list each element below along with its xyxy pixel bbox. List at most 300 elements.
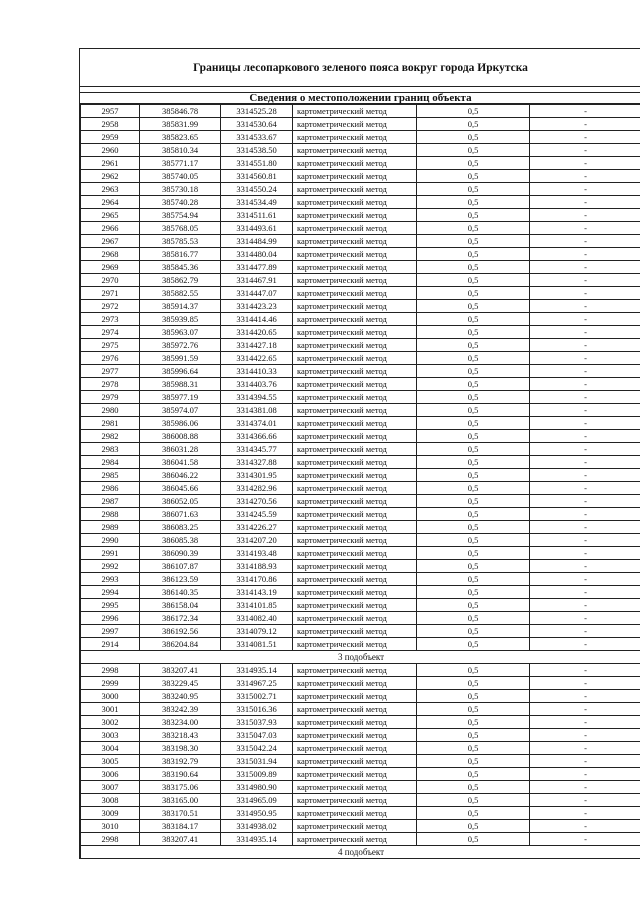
x-coordinate-cell: 386008.88 bbox=[140, 430, 221, 443]
point-number-cell: 3000 bbox=[81, 690, 140, 703]
method-cell: картометрический метод bbox=[293, 820, 417, 833]
error-cell: 0,5 bbox=[417, 625, 530, 638]
point-number-cell: 2992 bbox=[81, 560, 140, 573]
x-coordinate-cell: 385986.06 bbox=[140, 417, 221, 430]
extra-cell: - bbox=[530, 495, 640, 508]
x-coordinate-cell: 385914.37 bbox=[140, 300, 221, 313]
x-coordinate-cell: 385771.17 bbox=[140, 157, 221, 170]
x-coordinate-cell: 383207.41 bbox=[140, 833, 221, 846]
y-coordinate-cell: 3314082.40 bbox=[221, 612, 293, 625]
error-cell: 0,5 bbox=[417, 456, 530, 469]
x-coordinate-cell: 385845.36 bbox=[140, 261, 221, 274]
table-row bbox=[81, 131, 640, 144]
error-cell: 0,5 bbox=[417, 404, 530, 417]
extra-cell: - bbox=[530, 482, 640, 495]
point-number-cell: 2994 bbox=[81, 586, 140, 599]
table-row bbox=[81, 144, 640, 157]
method-cell: картометрический метод bbox=[293, 313, 417, 326]
method-cell: картометрический метод bbox=[293, 612, 417, 625]
point-number-cell: 3010 bbox=[81, 820, 140, 833]
table-row bbox=[81, 716, 640, 729]
x-coordinate-cell: 383234.00 bbox=[140, 716, 221, 729]
section-header: Сведения о местоположении границ объекта bbox=[80, 93, 640, 104]
method-cell: картометрический метод bbox=[293, 352, 417, 365]
error-cell: 0,5 bbox=[417, 391, 530, 404]
table-row bbox=[81, 807, 640, 820]
x-coordinate-cell: 383207.41 bbox=[140, 664, 221, 677]
extra-cell: - bbox=[530, 807, 640, 820]
x-coordinate-cell: 385974.07 bbox=[140, 404, 221, 417]
extra-cell: - bbox=[530, 560, 640, 573]
extra-cell: - bbox=[530, 300, 640, 313]
y-coordinate-cell: 3315002.71 bbox=[221, 690, 293, 703]
error-cell: 0,5 bbox=[417, 313, 530, 326]
error-cell: 0,5 bbox=[417, 768, 530, 781]
point-number-cell: 3004 bbox=[81, 742, 140, 755]
x-coordinate-cell: 386031.28 bbox=[140, 443, 221, 456]
subobject-row bbox=[81, 651, 640, 664]
y-coordinate-cell: 3314301.95 bbox=[221, 469, 293, 482]
point-number-cell: 3003 bbox=[81, 729, 140, 742]
error-cell: 0,5 bbox=[417, 261, 530, 274]
table-row bbox=[81, 274, 640, 287]
extra-cell: - bbox=[530, 248, 640, 261]
extra-cell: - bbox=[530, 547, 640, 560]
x-coordinate-cell: 383192.79 bbox=[140, 755, 221, 768]
y-coordinate-cell: 3315009.89 bbox=[221, 768, 293, 781]
table-row bbox=[81, 586, 640, 599]
method-cell: картометрический метод bbox=[293, 157, 417, 170]
point-number-cell: 2993 bbox=[81, 573, 140, 586]
error-cell: 0,5 bbox=[417, 729, 530, 742]
extra-cell: - bbox=[530, 105, 640, 118]
x-coordinate-cell: 385816.77 bbox=[140, 248, 221, 261]
error-cell: 0,5 bbox=[417, 677, 530, 690]
table-row bbox=[81, 677, 640, 690]
point-number-cell: 2977 bbox=[81, 365, 140, 378]
y-coordinate-cell: 3314282.96 bbox=[221, 482, 293, 495]
x-coordinate-cell: 385754.94 bbox=[140, 209, 221, 222]
extra-cell: - bbox=[530, 235, 640, 248]
error-cell: 0,5 bbox=[417, 417, 530, 430]
table-row bbox=[81, 417, 640, 430]
error-cell: 0,5 bbox=[417, 287, 530, 300]
error-cell: 0,5 bbox=[417, 495, 530, 508]
x-coordinate-cell: 386140.35 bbox=[140, 586, 221, 599]
method-cell: картометрический метод bbox=[293, 339, 417, 352]
x-coordinate-cell: 386107.87 bbox=[140, 560, 221, 573]
method-cell: картометрический метод bbox=[293, 287, 417, 300]
table-row bbox=[81, 326, 640, 339]
extra-cell: - bbox=[530, 183, 640, 196]
y-coordinate-cell: 3314938.02 bbox=[221, 820, 293, 833]
point-number-cell: 2979 bbox=[81, 391, 140, 404]
extra-cell: - bbox=[530, 404, 640, 417]
y-coordinate-cell: 3314427.18 bbox=[221, 339, 293, 352]
method-cell: картометрический метод bbox=[293, 430, 417, 443]
table-row bbox=[81, 690, 640, 703]
document-title: Границы лесопаркового зеленого пояса вокруг города Иркутска bbox=[80, 48, 640, 87]
x-coordinate-cell: 385939.85 bbox=[140, 313, 221, 326]
subobject-row bbox=[81, 846, 640, 859]
error-cell: 0,5 bbox=[417, 638, 530, 651]
method-cell: картометрический метод bbox=[293, 118, 417, 131]
point-number-cell: 2959 bbox=[81, 131, 140, 144]
extra-cell: - bbox=[530, 690, 640, 703]
y-coordinate-cell: 3314525.28 bbox=[221, 105, 293, 118]
method-cell: картометрический метод bbox=[293, 729, 417, 742]
table-row bbox=[81, 196, 640, 209]
point-number-cell: 3006 bbox=[81, 768, 140, 781]
extra-cell: - bbox=[530, 170, 640, 183]
error-cell: 0,5 bbox=[417, 547, 530, 560]
error-cell: 0,5 bbox=[417, 807, 530, 820]
x-coordinate-cell: 386041.58 bbox=[140, 456, 221, 469]
method-cell: картометрический метод bbox=[293, 573, 417, 586]
table-row bbox=[81, 560, 640, 573]
extra-cell: - bbox=[530, 573, 640, 586]
table-row bbox=[81, 170, 640, 183]
method-cell: картометрический метод bbox=[293, 625, 417, 638]
table-row bbox=[81, 248, 640, 261]
y-coordinate-cell: 3314327.88 bbox=[221, 456, 293, 469]
extra-cell: - bbox=[530, 365, 640, 378]
method-cell: картометрический метод bbox=[293, 222, 417, 235]
x-coordinate-cell: 385988.31 bbox=[140, 378, 221, 391]
y-coordinate-cell: 3314560.81 bbox=[221, 170, 293, 183]
table-row bbox=[81, 625, 640, 638]
method-cell: картометрический метод bbox=[293, 781, 417, 794]
x-coordinate-cell: 383165.00 bbox=[140, 794, 221, 807]
y-coordinate-cell: 3314484.99 bbox=[221, 235, 293, 248]
y-coordinate-cell: 3314403.76 bbox=[221, 378, 293, 391]
error-cell: 0,5 bbox=[417, 664, 530, 677]
x-coordinate-cell: 385785.53 bbox=[140, 235, 221, 248]
point-number-cell: 2980 bbox=[81, 404, 140, 417]
extra-cell: - bbox=[530, 209, 640, 222]
extra-cell: - bbox=[530, 144, 640, 157]
method-cell: картометрический метод bbox=[293, 248, 417, 261]
extra-cell: - bbox=[530, 352, 640, 365]
error-cell: 0,5 bbox=[417, 274, 530, 287]
y-coordinate-cell: 3315042.24 bbox=[221, 742, 293, 755]
point-number-cell: 2957 bbox=[81, 105, 140, 118]
y-coordinate-cell: 3314366.66 bbox=[221, 430, 293, 443]
extra-cell: - bbox=[530, 755, 640, 768]
x-coordinate-cell: 386083.25 bbox=[140, 521, 221, 534]
point-number-cell: 2960 bbox=[81, 144, 140, 157]
y-coordinate-cell: 3314477.89 bbox=[221, 261, 293, 274]
error-cell: 0,5 bbox=[417, 339, 530, 352]
error-cell: 0,5 bbox=[417, 196, 530, 209]
method-cell: картометрический метод bbox=[293, 807, 417, 820]
error-cell: 0,5 bbox=[417, 833, 530, 846]
y-coordinate-cell: 3314950.95 bbox=[221, 807, 293, 820]
point-number-cell: 2983 bbox=[81, 443, 140, 456]
error-cell: 0,5 bbox=[417, 157, 530, 170]
error-cell: 0,5 bbox=[417, 378, 530, 391]
error-cell: 0,5 bbox=[417, 365, 530, 378]
extra-cell: - bbox=[530, 768, 640, 781]
table-row bbox=[81, 534, 640, 547]
extra-cell: - bbox=[530, 222, 640, 235]
x-coordinate-cell: 383184.17 bbox=[140, 820, 221, 833]
x-coordinate-cell: 385882.55 bbox=[140, 287, 221, 300]
table-row bbox=[81, 300, 640, 313]
y-coordinate-cell: 3314374.01 bbox=[221, 417, 293, 430]
extra-cell: - bbox=[530, 391, 640, 404]
extra-cell: - bbox=[530, 274, 640, 287]
table-row bbox=[81, 794, 640, 807]
point-number-cell: 2995 bbox=[81, 599, 140, 612]
method-cell: картометрический метод bbox=[293, 196, 417, 209]
x-coordinate-cell: 386192.56 bbox=[140, 625, 221, 638]
extra-cell: - bbox=[530, 430, 640, 443]
method-cell: картометрический метод bbox=[293, 768, 417, 781]
method-cell: картометрический метод bbox=[293, 482, 417, 495]
method-cell: картометрический метод bbox=[293, 404, 417, 417]
method-cell: картометрический метод bbox=[293, 378, 417, 391]
method-cell: картометрический метод bbox=[293, 586, 417, 599]
y-coordinate-cell: 3314447.07 bbox=[221, 287, 293, 300]
x-coordinate-cell: 385740.05 bbox=[140, 170, 221, 183]
y-coordinate-cell: 3314980.90 bbox=[221, 781, 293, 794]
y-coordinate-cell: 3314245.59 bbox=[221, 508, 293, 521]
point-number-cell: 2965 bbox=[81, 209, 140, 222]
y-coordinate-cell: 3314188.93 bbox=[221, 560, 293, 573]
x-coordinate-cell: 385823.65 bbox=[140, 131, 221, 144]
y-coordinate-cell: 3315037.93 bbox=[221, 716, 293, 729]
method-cell: картометрический метод bbox=[293, 235, 417, 248]
y-coordinate-cell: 3314143.19 bbox=[221, 586, 293, 599]
extra-cell: - bbox=[530, 508, 640, 521]
table-row bbox=[81, 612, 640, 625]
error-cell: 0,5 bbox=[417, 352, 530, 365]
error-cell: 0,5 bbox=[417, 222, 530, 235]
x-coordinate-cell: 383198.30 bbox=[140, 742, 221, 755]
extra-cell: - bbox=[530, 196, 640, 209]
error-cell: 0,5 bbox=[417, 586, 530, 599]
y-coordinate-cell: 3314538.50 bbox=[221, 144, 293, 157]
x-coordinate-cell: 383229.45 bbox=[140, 677, 221, 690]
error-cell: 0,5 bbox=[417, 170, 530, 183]
extra-cell: - bbox=[530, 339, 640, 352]
table-row bbox=[81, 261, 640, 274]
y-coordinate-cell: 3314423.23 bbox=[221, 300, 293, 313]
table-row bbox=[81, 638, 640, 651]
error-cell: 0,5 bbox=[417, 144, 530, 157]
error-cell: 0,5 bbox=[417, 209, 530, 222]
error-cell: 0,5 bbox=[417, 131, 530, 144]
table-row bbox=[81, 573, 640, 586]
x-coordinate-cell: 383170.51 bbox=[140, 807, 221, 820]
point-number-cell: 2971 bbox=[81, 287, 140, 300]
error-cell: 0,5 bbox=[417, 443, 530, 456]
y-coordinate-cell: 3314270.56 bbox=[221, 495, 293, 508]
extra-cell: - bbox=[530, 521, 640, 534]
method-cell: картометрический метод bbox=[293, 326, 417, 339]
error-cell: 0,5 bbox=[417, 560, 530, 573]
table-row bbox=[81, 703, 640, 716]
point-number-cell: 2970 bbox=[81, 274, 140, 287]
y-coordinate-cell: 3314101.85 bbox=[221, 599, 293, 612]
subobject-label: 3 подобъект bbox=[81, 651, 640, 664]
point-number-cell: 2978 bbox=[81, 378, 140, 391]
table-row bbox=[81, 521, 640, 534]
error-cell: 0,5 bbox=[417, 755, 530, 768]
point-number-cell: 2969 bbox=[81, 261, 140, 274]
x-coordinate-cell: 385977.19 bbox=[140, 391, 221, 404]
x-coordinate-cell: 385831.99 bbox=[140, 118, 221, 131]
x-coordinate-cell: 386158.04 bbox=[140, 599, 221, 612]
point-number-cell: 2966 bbox=[81, 222, 140, 235]
point-number-cell: 2987 bbox=[81, 495, 140, 508]
y-coordinate-cell: 3314345.77 bbox=[221, 443, 293, 456]
extra-cell: - bbox=[530, 326, 640, 339]
method-cell: картометрический метод bbox=[293, 508, 417, 521]
error-cell: 0,5 bbox=[417, 430, 530, 443]
x-coordinate-cell: 386172.34 bbox=[140, 612, 221, 625]
point-number-cell: 2974 bbox=[81, 326, 140, 339]
table-row bbox=[81, 664, 640, 677]
table-row bbox=[81, 443, 640, 456]
y-coordinate-cell: 3314480.04 bbox=[221, 248, 293, 261]
method-cell: картометрический метод bbox=[293, 456, 417, 469]
y-coordinate-cell: 3315016.36 bbox=[221, 703, 293, 716]
extra-cell: - bbox=[530, 456, 640, 469]
extra-cell: - bbox=[530, 638, 640, 651]
error-cell: 0,5 bbox=[417, 742, 530, 755]
x-coordinate-cell: 385740.28 bbox=[140, 196, 221, 209]
error-cell: 0,5 bbox=[417, 183, 530, 196]
method-cell: картометрический метод bbox=[293, 261, 417, 274]
x-coordinate-cell: 383190.64 bbox=[140, 768, 221, 781]
error-cell: 0,5 bbox=[417, 573, 530, 586]
table-row bbox=[81, 820, 640, 833]
error-cell: 0,5 bbox=[417, 612, 530, 625]
method-cell: картометрический метод bbox=[293, 703, 417, 716]
x-coordinate-cell: 386090.39 bbox=[140, 547, 221, 560]
method-cell: картометрический метод bbox=[293, 144, 417, 157]
y-coordinate-cell: 3314534.49 bbox=[221, 196, 293, 209]
point-number-cell: 2973 bbox=[81, 313, 140, 326]
table-row bbox=[81, 729, 640, 742]
x-coordinate-cell: 385768.05 bbox=[140, 222, 221, 235]
point-number-cell: 3009 bbox=[81, 807, 140, 820]
table-row bbox=[81, 755, 640, 768]
table-row bbox=[81, 456, 640, 469]
x-coordinate-cell: 386045.66 bbox=[140, 482, 221, 495]
error-cell: 0,5 bbox=[417, 820, 530, 833]
table-row bbox=[81, 482, 640, 495]
method-cell: картометрический метод bbox=[293, 209, 417, 222]
x-coordinate-cell: 386123.59 bbox=[140, 573, 221, 586]
extra-cell: - bbox=[530, 781, 640, 794]
y-coordinate-cell: 3315031.94 bbox=[221, 755, 293, 768]
error-cell: 0,5 bbox=[417, 105, 530, 118]
x-coordinate-cell: 385991.59 bbox=[140, 352, 221, 365]
point-number-cell: 2958 bbox=[81, 118, 140, 131]
extra-cell: - bbox=[530, 417, 640, 430]
method-cell: картометрический метод bbox=[293, 547, 417, 560]
x-coordinate-cell: 386052.05 bbox=[140, 495, 221, 508]
y-coordinate-cell: 3314410.33 bbox=[221, 365, 293, 378]
table-body bbox=[81, 105, 640, 859]
method-cell: картометрический метод bbox=[293, 300, 417, 313]
y-coordinate-cell: 3314533.67 bbox=[221, 131, 293, 144]
table-row bbox=[81, 313, 640, 326]
method-cell: картометрический метод bbox=[293, 716, 417, 729]
table-row bbox=[81, 833, 640, 846]
y-coordinate-cell: 3314193.48 bbox=[221, 547, 293, 560]
y-coordinate-cell: 3314079.12 bbox=[221, 625, 293, 638]
extra-cell: - bbox=[530, 287, 640, 300]
table-row bbox=[81, 404, 640, 417]
point-number-cell: 3001 bbox=[81, 703, 140, 716]
extra-cell: - bbox=[530, 716, 640, 729]
method-cell: картометрический метод bbox=[293, 677, 417, 690]
extra-cell: - bbox=[530, 703, 640, 716]
extra-cell: - bbox=[530, 742, 640, 755]
point-number-cell: 3007 bbox=[81, 781, 140, 794]
y-coordinate-cell: 3314414.46 bbox=[221, 313, 293, 326]
method-cell: картометрический метод bbox=[293, 794, 417, 807]
method-cell: картометрический метод bbox=[293, 638, 417, 651]
method-cell: картометрический метод bbox=[293, 534, 417, 547]
x-coordinate-cell: 386071.63 bbox=[140, 508, 221, 521]
method-cell: картометрический метод bbox=[293, 183, 417, 196]
point-number-cell: 2989 bbox=[81, 521, 140, 534]
table-row bbox=[81, 391, 640, 404]
method-cell: картометрический метод bbox=[293, 495, 417, 508]
extra-cell: - bbox=[530, 261, 640, 274]
method-cell: картометрический метод bbox=[293, 443, 417, 456]
subobject-label: 4 подобъект bbox=[81, 846, 640, 859]
y-coordinate-cell: 3314170.86 bbox=[221, 573, 293, 586]
error-cell: 0,5 bbox=[417, 300, 530, 313]
y-coordinate-cell: 3314935.14 bbox=[221, 833, 293, 846]
table-row bbox=[81, 781, 640, 794]
x-coordinate-cell: 385810.34 bbox=[140, 144, 221, 157]
extra-cell: - bbox=[530, 794, 640, 807]
point-number-cell: 2982 bbox=[81, 430, 140, 443]
error-cell: 0,5 bbox=[417, 599, 530, 612]
boundary-coordinates-table bbox=[80, 104, 640, 859]
table-row bbox=[81, 105, 640, 118]
extra-cell: - bbox=[530, 586, 640, 599]
method-cell: картометрический метод bbox=[293, 274, 417, 287]
point-number-cell: 2984 bbox=[81, 456, 140, 469]
y-coordinate-cell: 3314467.91 bbox=[221, 274, 293, 287]
point-number-cell: 2986 bbox=[81, 482, 140, 495]
method-cell: картометрический метод bbox=[293, 365, 417, 378]
x-coordinate-cell: 385972.76 bbox=[140, 339, 221, 352]
extra-cell: - bbox=[530, 677, 640, 690]
point-number-cell: 2998 bbox=[81, 664, 140, 677]
y-coordinate-cell: 3314511.61 bbox=[221, 209, 293, 222]
point-number-cell: 3005 bbox=[81, 755, 140, 768]
x-coordinate-cell: 385862.79 bbox=[140, 274, 221, 287]
method-cell: картометрический метод bbox=[293, 664, 417, 677]
x-coordinate-cell: 383240.95 bbox=[140, 690, 221, 703]
x-coordinate-cell: 385846.78 bbox=[140, 105, 221, 118]
x-coordinate-cell: 385996.64 bbox=[140, 365, 221, 378]
extra-cell: - bbox=[530, 625, 640, 638]
point-number-cell: 3008 bbox=[81, 794, 140, 807]
y-coordinate-cell: 3314394.55 bbox=[221, 391, 293, 404]
error-cell: 0,5 bbox=[417, 326, 530, 339]
point-number-cell: 2967 bbox=[81, 235, 140, 248]
